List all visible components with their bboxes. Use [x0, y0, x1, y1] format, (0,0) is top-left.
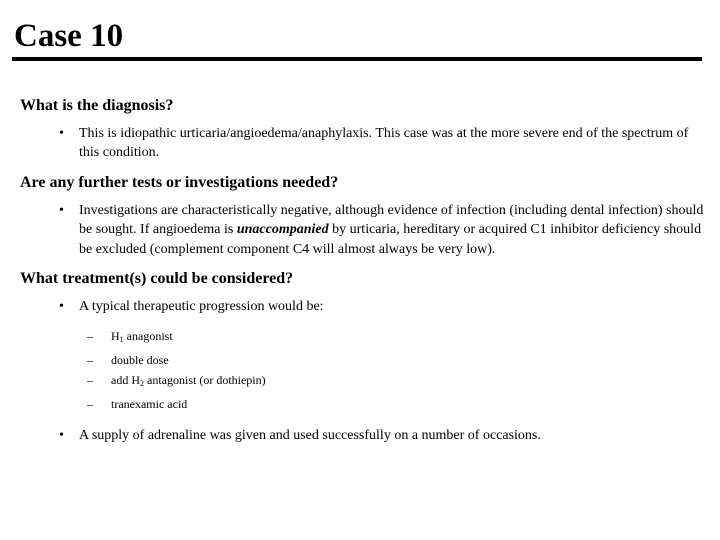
bullet-symbol: • — [59, 126, 64, 141]
bullet-text-part: Investigations are characteristically negative, although evidence of infection (including dental infection) should be sought. If angioedema is — [79, 202, 704, 238]
bullet-item — [20, 426, 708, 445]
bullet-symbol: • — [59, 202, 64, 218]
bullet-text-part: by urticaria, hereditary or acquired C1 inhibitor deficiency should be excluded (complement component C4 will almost always be very low). — [79, 222, 702, 257]
bullet-text: A typical therapeutic progression would be: — [79, 299, 324, 315]
sub-list-item: – tranexamic acid — [73, 394, 708, 414]
slide-content — [20, 96, 708, 446]
title-divider — [12, 57, 702, 61]
section-heading: What treatment(s) could be considered? — [20, 270, 294, 288]
bullet-text: This is idiopathic urticaria/angioedema/anaphylaxis. This case was at the more severe end of the spectrum of this condition. — [79, 126, 689, 161]
bullet-symbol: • — [59, 428, 64, 444]
bullet-text: A supply of adrenaline was given and used successfully on a number of occasions. — [79, 428, 541, 444]
bullet-list — [20, 297, 708, 446]
dash-symbol: – — [87, 353, 93, 368]
bullet-text — [79, 203, 703, 257]
section-investigations — [20, 173, 708, 259]
slide-title: Case 10 — [14, 18, 124, 54]
bullet-list — [20, 124, 708, 163]
dash-symbol: – — [87, 373, 93, 388]
sub-list-item: – double dose — [73, 350, 708, 370]
emphasis-text: unaccompanied — [236, 222, 329, 238]
sub-list-item: – $H_1$ anagonist — [73, 326, 708, 350]
bullet-item — [20, 124, 708, 163]
bullet-symbol: • — [59, 299, 64, 315]
dash-symbol: – — [87, 329, 93, 344]
bullet-item — [20, 201, 708, 259]
section-diagnosis — [20, 96, 708, 163]
section-heading: What is the diagnosis? — [20, 97, 174, 114]
sub-list — [73, 326, 708, 414]
section-treatment — [20, 269, 708, 446]
bullet-item — [20, 297, 708, 414]
bullet-list — [20, 201, 708, 259]
dash-symbol: – — [87, 397, 93, 412]
sub-list-item: – add $H_2$ antagonist (or dothiepin) — [73, 370, 708, 394]
section-heading: Are any further tests or investigations needed? — [20, 173, 339, 191]
